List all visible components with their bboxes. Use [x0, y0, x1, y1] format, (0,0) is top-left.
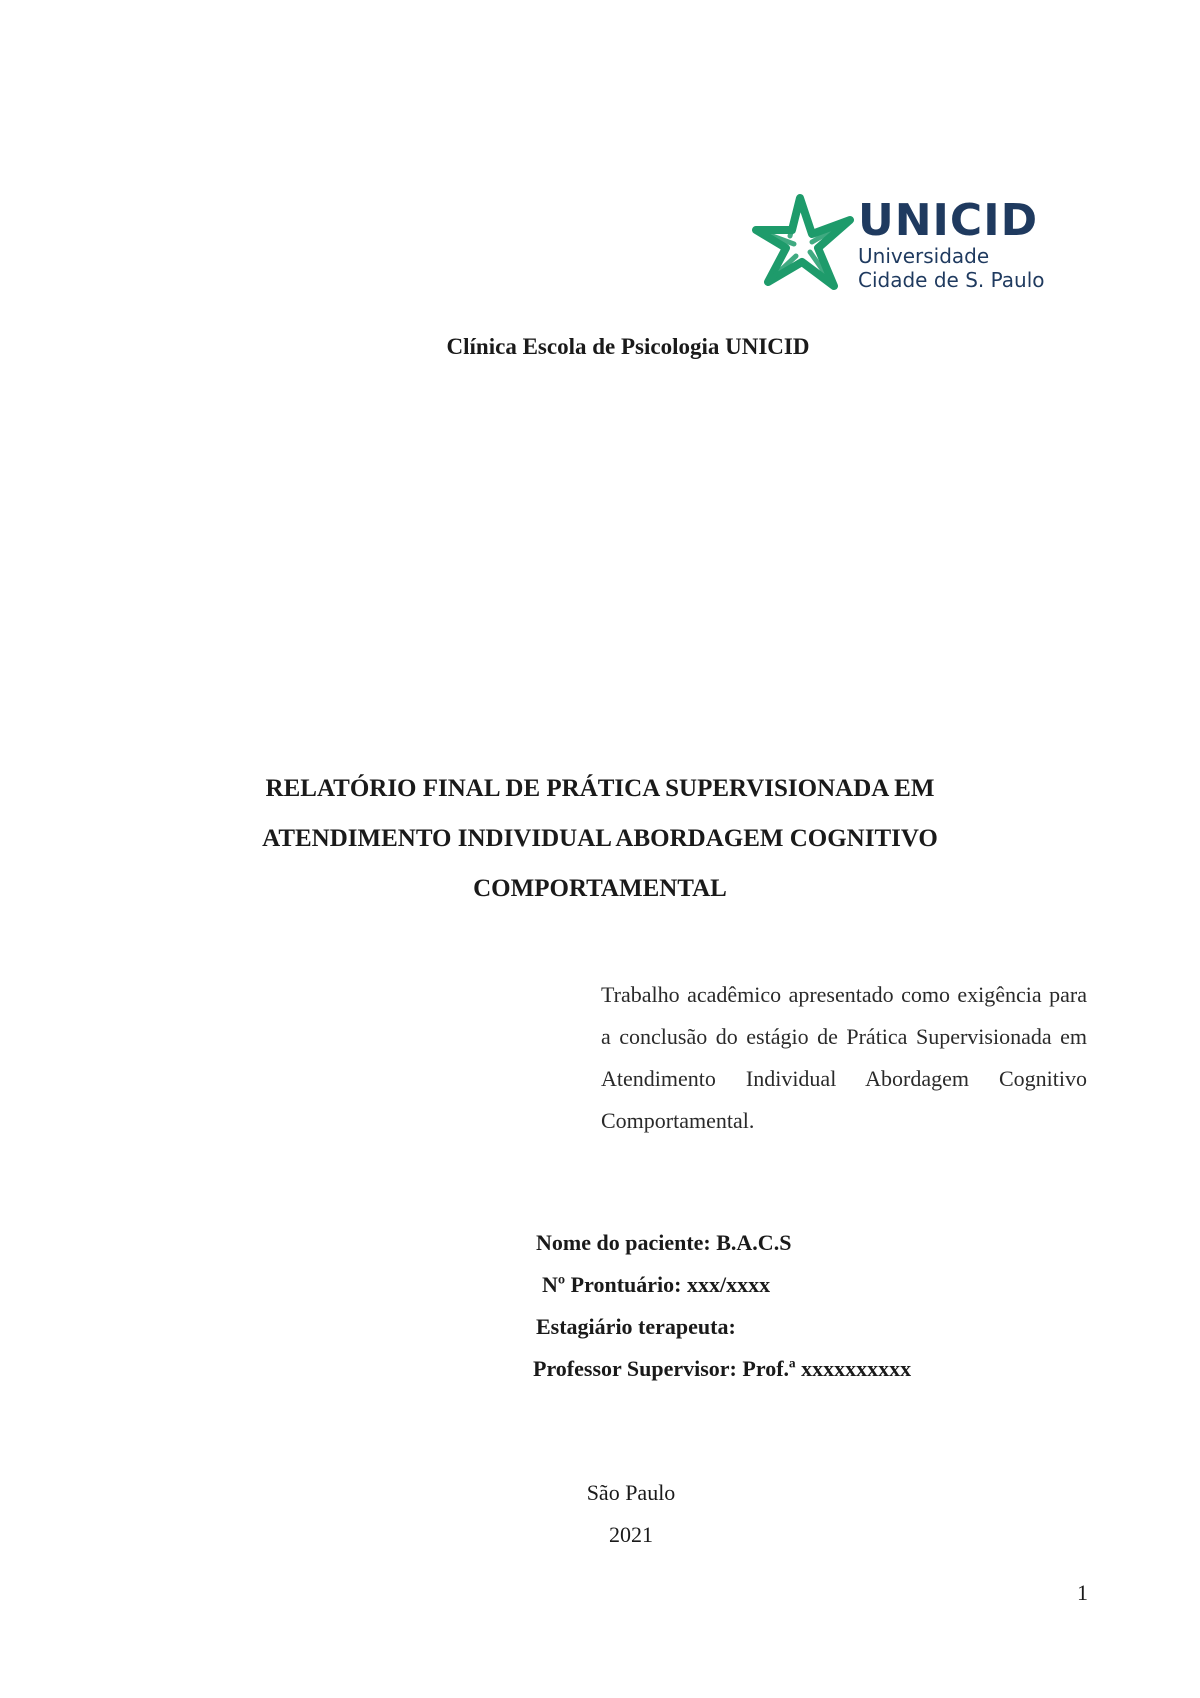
place-and-date [0, 1472, 1200, 1556]
logo-wordmark [858, 195, 1045, 292]
supervisor: Professor Supervisor: Prof.ª xxxxxxxxxx [533, 1356, 912, 1381]
report-title-line-2: ATENDIMENTO INDIVIDUAL ABORDAGEM COGNITIVO [262, 825, 938, 852]
report-title-line-3: COMPORTAMENTAL [473, 875, 727, 902]
abstract-paragraph: Trabalho acadêmico apresentado como exigência para a conclusão do estágio de Prática Supervisionada em Atendimento Individual Abordagem Cognitivo Comportamental. [601, 982, 1087, 1133]
city: São Paulo [586, 1480, 676, 1505]
report-title [150, 764, 1050, 914]
report-info-block [530, 1222, 912, 1390]
intern-therapist: Estagiário terapeuta: [536, 1314, 736, 1339]
logo-line-1: Universidade [858, 244, 990, 268]
page-number: 1 [1077, 1580, 1088, 1605]
record-number: Nº Prontuário: xxx/xxxx [542, 1272, 771, 1297]
star-logo-icon [750, 190, 860, 300]
logo-line-2: Cidade de S. Paulo [858, 268, 1045, 292]
university-logo [750, 190, 1050, 300]
year: 2021 [609, 1522, 653, 1547]
clinic-heading: Clínica Escola de Psicologia UNICID [446, 334, 810, 359]
logo-name: UNICID [858, 195, 1039, 246]
report-title-line-1: RELATÓRIO FINAL DE PRÁTICA SUPERVISIONADA EM [265, 775, 935, 802]
patient-name: Nome do paciente: B.A.C.S [536, 1230, 792, 1255]
